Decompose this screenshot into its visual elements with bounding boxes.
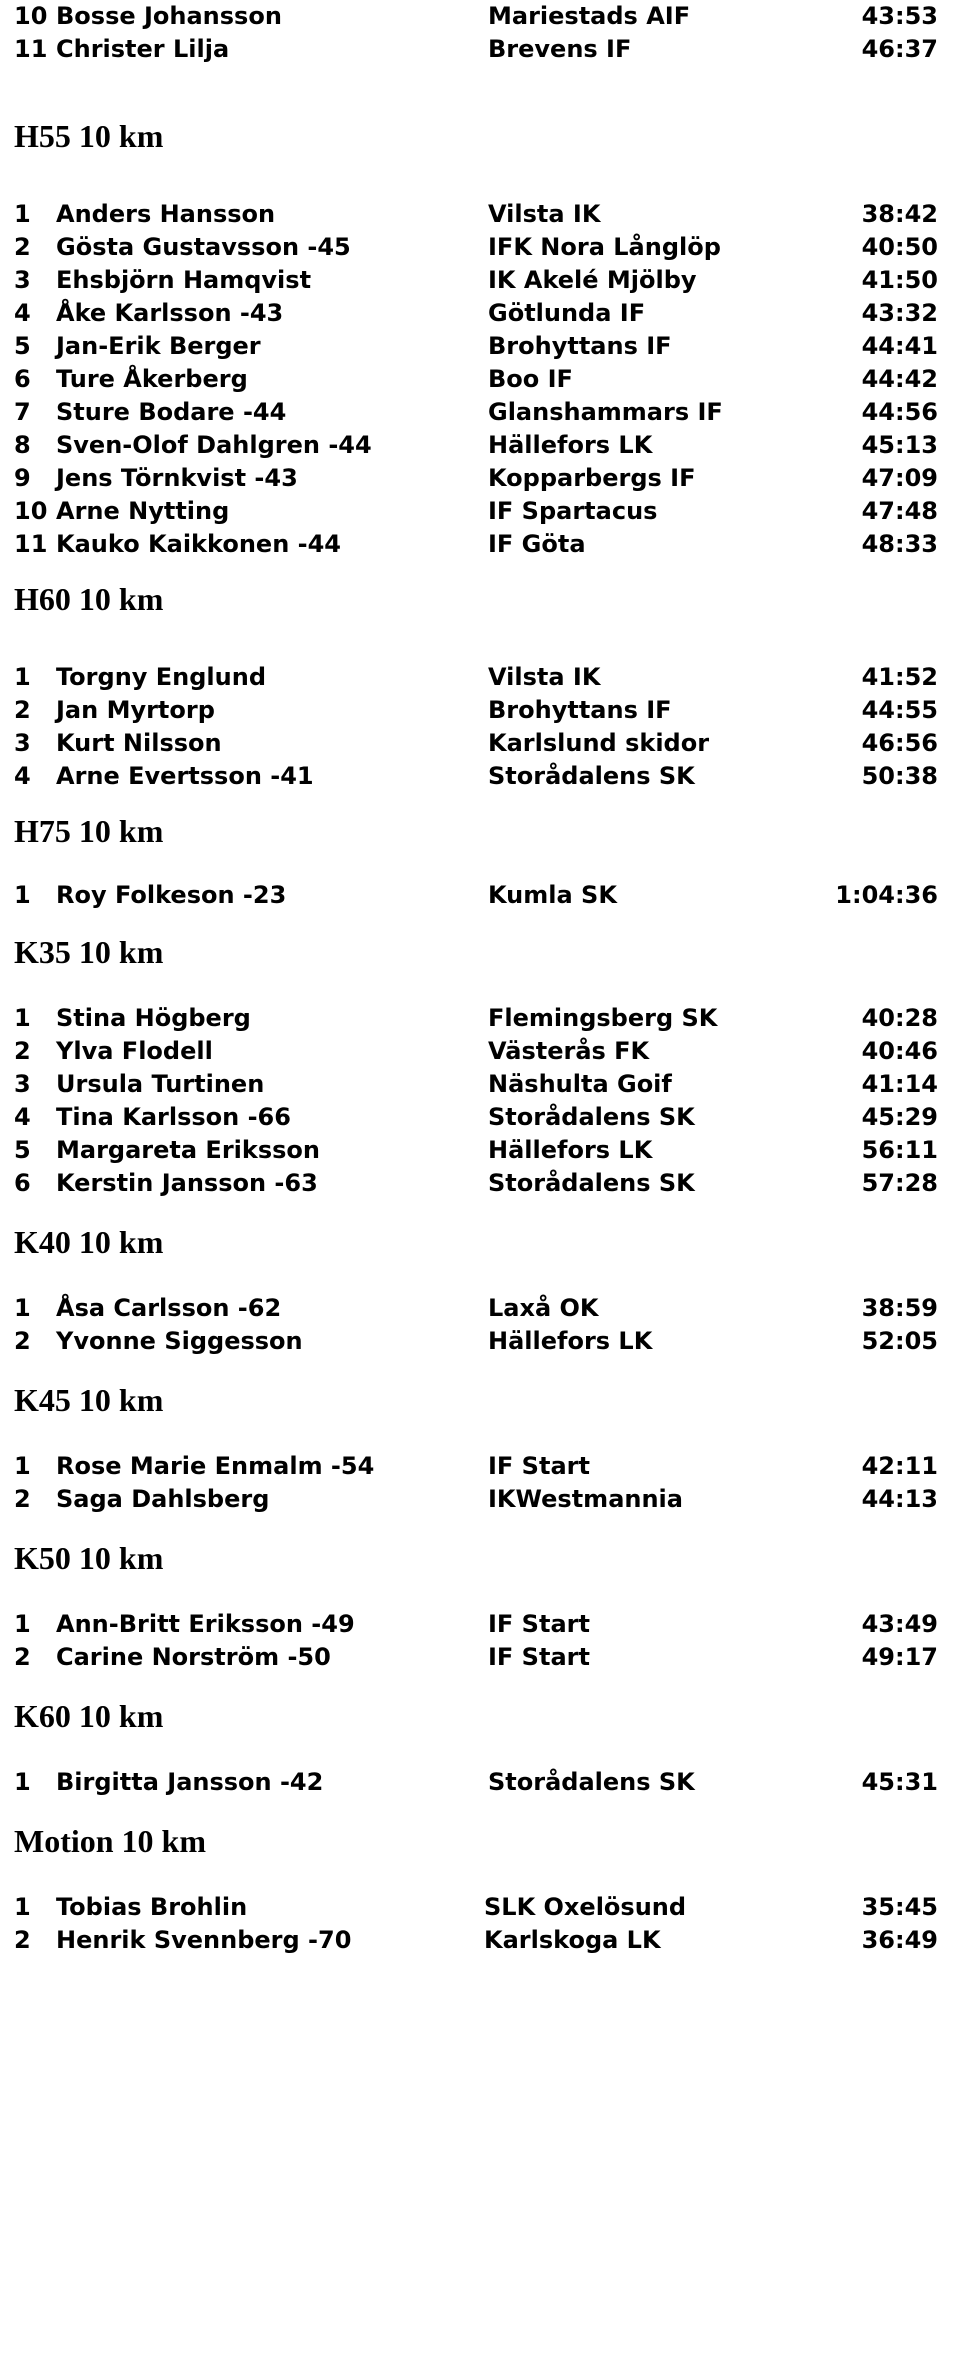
result-club: IF Göta bbox=[488, 530, 586, 558]
result-time: 45:13 bbox=[861, 431, 938, 459]
result-name: Tina Karlsson -66 bbox=[56, 1103, 291, 1131]
result-club: Näshulta Goif bbox=[488, 1070, 672, 1098]
result-rank: 7 bbox=[14, 398, 31, 426]
result-row bbox=[14, 1766, 946, 1799]
result-row bbox=[14, 330, 946, 363]
result-club: IF Start bbox=[488, 1610, 590, 1638]
result-club: Laxå OK bbox=[488, 1294, 599, 1322]
result-time: 44:56 bbox=[861, 398, 938, 426]
result-name: Sture Bodare -44 bbox=[56, 398, 287, 426]
result-name: Gösta Gustavsson -45 bbox=[56, 233, 351, 261]
result-time: 44:42 bbox=[861, 365, 938, 393]
result-club: Västerås FK bbox=[488, 1037, 650, 1065]
result-club: IK Akelé Mjölby bbox=[488, 266, 697, 294]
result-rank: 1 bbox=[14, 1004, 31, 1032]
results-section-k60 bbox=[14, 1696, 946, 1799]
result-time: 46:37 bbox=[861, 35, 938, 63]
result-time: 38:42 bbox=[861, 200, 938, 228]
result-name: Yvonne Siggesson bbox=[56, 1327, 303, 1355]
result-row bbox=[14, 1167, 946, 1200]
result-name: Margareta Eriksson bbox=[56, 1136, 320, 1164]
section-title: K35 10 km bbox=[14, 934, 164, 970]
result-row bbox=[14, 462, 946, 495]
result-time: 1:04:36 bbox=[835, 881, 938, 909]
result-rank: 10 bbox=[14, 2, 48, 30]
result-row bbox=[14, 661, 946, 694]
result-row bbox=[14, 528, 946, 561]
result-name: Stina Högberg bbox=[56, 1004, 251, 1032]
result-name: Roy Folkeson -23 bbox=[56, 881, 287, 909]
result-rank: 1 bbox=[14, 1893, 31, 1921]
result-time: 47:48 bbox=[861, 497, 938, 525]
result-club: SLK Oxelösund bbox=[484, 1893, 687, 1921]
result-row bbox=[14, 1035, 946, 1068]
result-rank: 2 bbox=[14, 1485, 31, 1513]
result-rank: 4 bbox=[14, 762, 31, 790]
result-club: Hällefors LK bbox=[488, 1136, 653, 1164]
result-rank: 1 bbox=[14, 1610, 31, 1638]
result-name: Birgitta Jansson -42 bbox=[56, 1768, 324, 1796]
result-row bbox=[14, 0, 946, 33]
result-club: Glanshammars IF bbox=[488, 398, 723, 426]
results-section-h60 bbox=[14, 579, 946, 793]
result-time: 48:33 bbox=[861, 530, 938, 558]
result-time: 41:50 bbox=[861, 266, 938, 294]
result-name: Ann-Britt Eriksson -49 bbox=[56, 1610, 355, 1638]
section-title: H55 10 km bbox=[14, 118, 164, 154]
result-row bbox=[14, 1450, 946, 1483]
result-rank: 1 bbox=[14, 881, 31, 909]
result-row bbox=[14, 1002, 946, 1035]
result-row bbox=[14, 694, 946, 727]
results-section-motion bbox=[14, 1821, 946, 1957]
result-name: Henrik Svennberg -70 bbox=[56, 1926, 352, 1954]
section-title: K60 10 km bbox=[14, 1698, 164, 1734]
result-club: Karlskoga LK bbox=[484, 1926, 661, 1954]
result-time: 41:52 bbox=[861, 663, 938, 691]
result-club: Vilsta IK bbox=[488, 663, 601, 691]
result-rank: 5 bbox=[14, 1136, 31, 1164]
result-rank: 6 bbox=[14, 365, 31, 393]
result-rank: 1 bbox=[14, 1768, 31, 1796]
result-rank: 1 bbox=[14, 1452, 31, 1480]
result-rank: 10 bbox=[14, 497, 48, 525]
section-title: K40 10 km bbox=[14, 1224, 164, 1260]
result-rank: 6 bbox=[14, 1169, 31, 1197]
result-row bbox=[14, 297, 946, 330]
result-club: Storådalens SK bbox=[488, 1169, 695, 1197]
result-club: Hällefors LK bbox=[488, 431, 653, 459]
result-rank: 2 bbox=[14, 1643, 31, 1671]
results-section-h75 bbox=[14, 811, 946, 912]
result-rank: 1 bbox=[14, 663, 31, 691]
result-name: Carine Norström -50 bbox=[56, 1643, 331, 1671]
result-row bbox=[14, 1924, 946, 1957]
result-club: Kumla SK bbox=[488, 881, 617, 909]
result-row bbox=[14, 1292, 946, 1325]
result-time: 45:29 bbox=[861, 1103, 938, 1131]
result-row bbox=[14, 1641, 946, 1674]
result-time: 57:28 bbox=[861, 1169, 938, 1197]
result-club: Storådalens SK bbox=[488, 1103, 695, 1131]
result-time: 56:11 bbox=[861, 1136, 938, 1164]
result-name: Ursula Turtinen bbox=[56, 1070, 265, 1098]
result-name: Sven-Olof Dahlgren -44 bbox=[56, 431, 372, 459]
result-time: 46:56 bbox=[861, 729, 938, 757]
result-rank: 3 bbox=[14, 1070, 31, 1098]
result-rank: 8 bbox=[14, 431, 31, 459]
result-row bbox=[14, 264, 946, 297]
result-club: Brohyttans IF bbox=[488, 332, 672, 360]
result-name: Anders Hansson bbox=[56, 200, 276, 228]
section-title: Motion 10 km bbox=[14, 1823, 206, 1859]
result-name: Kurt Nilsson bbox=[56, 729, 222, 757]
result-club: Brevens IF bbox=[488, 35, 632, 63]
section-title: K45 10 km bbox=[14, 1382, 164, 1418]
result-time: 44:13 bbox=[861, 1485, 938, 1513]
result-rank: 2 bbox=[14, 1926, 31, 1954]
result-club: Kopparbergs IF bbox=[488, 464, 696, 492]
result-rank: 4 bbox=[14, 1103, 31, 1131]
result-time: 38:59 bbox=[861, 1294, 938, 1322]
result-row bbox=[14, 495, 946, 528]
result-club: IFK Nora Långlöp bbox=[488, 233, 721, 261]
result-rank: 4 bbox=[14, 299, 31, 327]
result-time: 52:05 bbox=[861, 1327, 938, 1355]
result-rank: 11 bbox=[14, 530, 48, 558]
result-rank: 2 bbox=[14, 233, 31, 261]
result-club: Karlslund skidor bbox=[488, 729, 710, 757]
result-name: Torgny Englund bbox=[56, 663, 267, 691]
result-club: Mariestads AIF bbox=[488, 2, 691, 30]
results-section-k35 bbox=[14, 932, 946, 1200]
result-time: 36:49 bbox=[861, 1926, 938, 1954]
section-title: H60 10 km bbox=[14, 581, 164, 617]
result-name: Rose Marie Enmalm -54 bbox=[56, 1452, 375, 1480]
result-row bbox=[14, 1068, 946, 1101]
result-name: Jan-Erik Berger bbox=[56, 332, 261, 360]
result-name: Kerstin Jansson -63 bbox=[56, 1169, 318, 1197]
result-name: Jens Törnkvist -43 bbox=[56, 464, 298, 492]
result-club: Boo IF bbox=[488, 365, 573, 393]
result-time: 41:14 bbox=[861, 1070, 938, 1098]
result-club: Vilsta IK bbox=[488, 200, 601, 228]
result-time: 44:41 bbox=[861, 332, 938, 360]
result-rank: 5 bbox=[14, 332, 31, 360]
result-name: Åke Karlsson -43 bbox=[56, 299, 284, 327]
result-club: Storådalens SK bbox=[488, 1768, 695, 1796]
result-name: Ture Åkerberg bbox=[56, 365, 248, 393]
result-club: IF Start bbox=[488, 1452, 590, 1480]
result-time: 50:38 bbox=[861, 762, 938, 790]
result-rank: 2 bbox=[14, 1037, 31, 1065]
result-name: Kauko Kaikkonen -44 bbox=[56, 530, 341, 558]
result-row bbox=[14, 1483, 946, 1516]
result-rank: 2 bbox=[14, 1327, 31, 1355]
result-rank: 11 bbox=[14, 35, 48, 63]
result-row bbox=[14, 429, 946, 462]
result-club: Brohyttans IF bbox=[488, 696, 672, 724]
result-row bbox=[14, 1101, 946, 1134]
result-name: Christer Lilja bbox=[56, 35, 230, 63]
result-club: IF Start bbox=[488, 1643, 590, 1671]
result-row bbox=[14, 879, 946, 912]
result-name: Bosse Johansson bbox=[56, 2, 282, 30]
result-name: Tobias Brohlin bbox=[56, 1893, 248, 1921]
result-name: Åsa Carlsson -62 bbox=[56, 1294, 282, 1322]
results-section-k45 bbox=[14, 1380, 946, 1516]
result-rank: 1 bbox=[14, 1294, 31, 1322]
results-section-continuation bbox=[14, 0, 946, 66]
result-row bbox=[14, 396, 946, 429]
result-row bbox=[14, 1134, 946, 1167]
result-time: 40:50 bbox=[861, 233, 938, 261]
result-row bbox=[14, 1325, 946, 1358]
result-row bbox=[14, 33, 946, 66]
result-time: 43:53 bbox=[861, 2, 938, 30]
result-name: Ehsbjörn Hamqvist bbox=[56, 266, 312, 294]
result-time: 45:31 bbox=[861, 1768, 938, 1796]
result-club: Hällefors LK bbox=[488, 1327, 653, 1355]
result-name: Ylva Flodell bbox=[56, 1037, 213, 1065]
result-row bbox=[14, 1608, 946, 1641]
results-section-k40 bbox=[14, 1222, 946, 1358]
result-row bbox=[14, 1891, 946, 1924]
result-club: Flemingsberg SK bbox=[488, 1004, 718, 1032]
result-row bbox=[14, 198, 946, 231]
result-time: 44:55 bbox=[861, 696, 938, 724]
result-time: 42:11 bbox=[861, 1452, 938, 1480]
result-rank: 3 bbox=[14, 729, 31, 757]
result-time: 49:17 bbox=[861, 1643, 938, 1671]
result-club: Storådalens SK bbox=[488, 762, 695, 790]
result-rank: 3 bbox=[14, 266, 31, 294]
section-title: K50 10 km bbox=[14, 1540, 164, 1576]
results-section-k50 bbox=[14, 1538, 946, 1674]
result-row bbox=[14, 231, 946, 264]
result-name: Saga Dahlsberg bbox=[56, 1485, 270, 1513]
result-rank: 2 bbox=[14, 696, 31, 724]
result-club: IF Spartacus bbox=[488, 497, 658, 525]
result-name: Jan Myrtorp bbox=[56, 696, 215, 724]
result-club: IKWestmannia bbox=[488, 1485, 683, 1513]
result-row bbox=[14, 363, 946, 396]
section-title: H75 10 km bbox=[14, 813, 164, 849]
result-time: 35:45 bbox=[861, 1893, 938, 1921]
result-time: 43:49 bbox=[861, 1610, 938, 1638]
results-section-h55 bbox=[14, 116, 946, 561]
result-time: 43:32 bbox=[861, 299, 938, 327]
result-name: Arne Evertsson -41 bbox=[56, 762, 314, 790]
result-time: 47:09 bbox=[861, 464, 938, 492]
result-rank: 1 bbox=[14, 200, 31, 228]
result-row bbox=[14, 760, 946, 793]
result-time: 40:28 bbox=[861, 1004, 938, 1032]
result-row bbox=[14, 727, 946, 760]
result-name: Arne Nytting bbox=[56, 497, 230, 525]
result-club: Götlunda IF bbox=[488, 299, 646, 327]
result-time: 40:46 bbox=[861, 1037, 938, 1065]
result-rank: 9 bbox=[14, 464, 31, 492]
